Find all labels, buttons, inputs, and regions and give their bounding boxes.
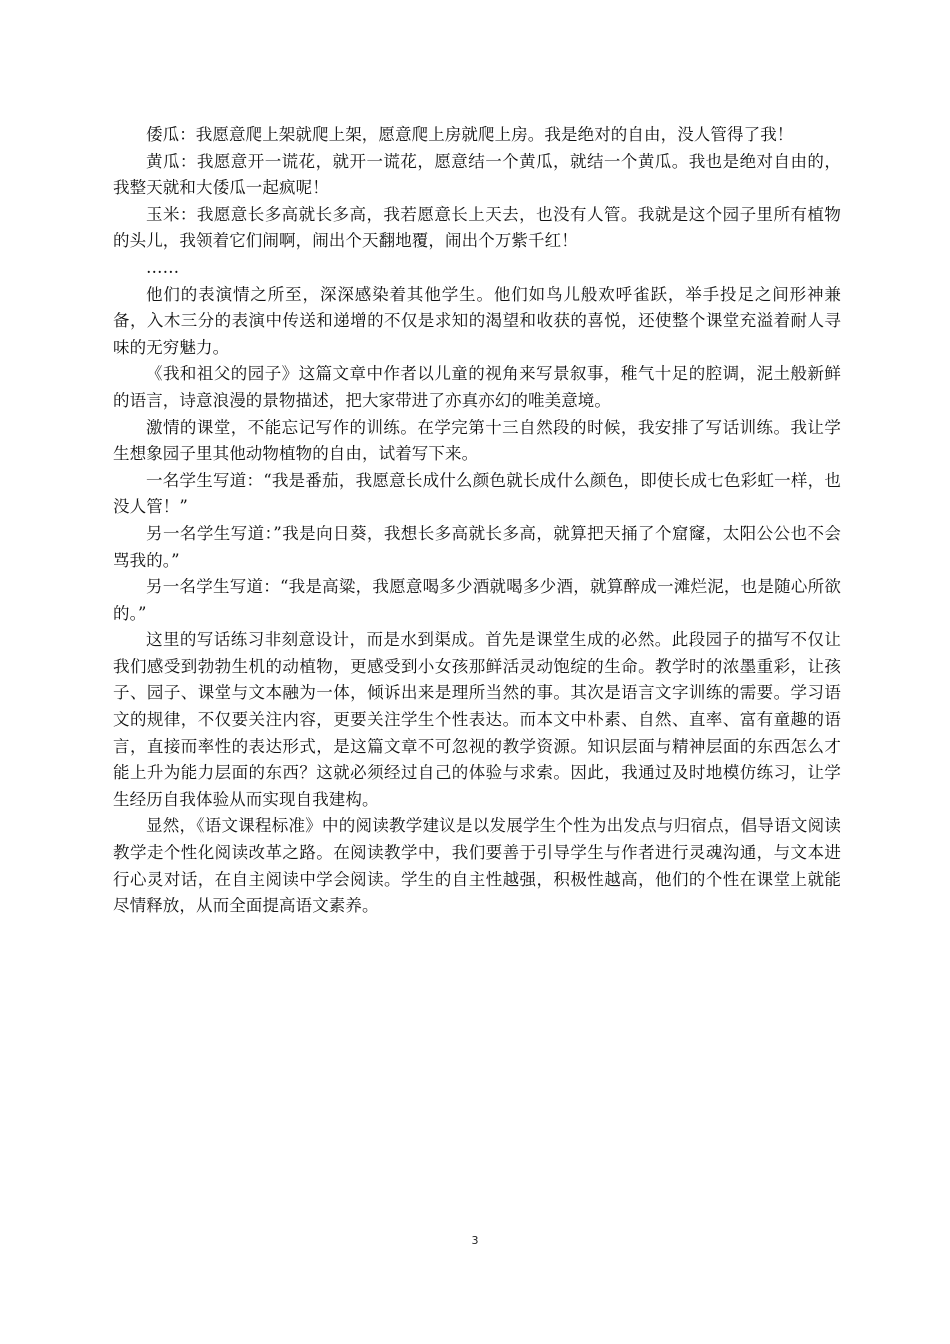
paragraph-performance: 他们的表演情之所至，深深感染着其他学生。他们如鸟儿般欢呼雀跃，举手投足之间形神兼备，入木三分的表演中传送和递增的不仅是求知的渴望和收获的喜悦，还使整个课堂充溢着耐人寻味的无穷魅力。 — [113, 284, 841, 357]
page-number: 3 — [471, 1234, 479, 1247]
paragraph-ellipsis: …… — [146, 257, 180, 277]
paragraph-yumi: 玉米：我愿意长多高就长多高，我若愿意长上天去，也没有人管。我就是这个园子里所有植物的头儿，我领着它们闹啊，闹出个天翻地覆，闹出个万紫千红！ — [113, 204, 841, 251]
paragraph-student-sunflower: 另一名学生写道：”我是向日葵，我想长多高就长多高，就算把天捅了个窟窿，太阳公公也不会骂我的。” — [113, 523, 841, 570]
document-body — [113, 122, 841, 920]
paragraph-article-view: 《我和祖父的园子》这篇文章中作者以儿童的视角来写景叙事，稚气十足的腔调，泥土般新鲜的语言，诗意浪漫的景物描述，把大家带进了亦真亦幻的唯美意境。 — [113, 364, 841, 410]
paragraph-student-sorghum: 另一名学生写道：“我是高粱，我愿意喝多少酒就喝多少酒，就算醉成一滩烂泥，也是随心所欲的。” — [113, 577, 841, 623]
paragraph-student-tomato: 一名学生写道：“我是番茄，我愿意长成什么颜色就长成什么颜色，即使长成七色彩虹一样，也没人管！” — [113, 470, 841, 517]
paragraph-writing-training: 激情的课堂，不能忘记写作的训练。在学完第十三自然段的时候，我安排了写话训练。我让学生想象园子里其他动物植物的自由，试着写下来。 — [113, 417, 841, 464]
paragraph-huanggua: 黄瓜：我愿意开一谎花，就开一谎花，愿意结一个黄瓜，就结一个黄瓜。我也是绝对自由的，我整天就和大倭瓜一起疯呢！ — [113, 151, 841, 198]
paragraph-analysis: 这里的写话练习非刻意设计，而是水到渠成。首先是课堂生成的必然。此段园子的描写不仅让我们感受到勃勃生机的动植物，更感受到小女孩那鲜活灵动饱绽的生命。教学时的浓墨重彩，让孩子、园子、课堂与文本融为一体，倾诉出来是理所当然的事。其次是语言文字训练的需要。学习语文的规律，不仅要关注内容，更要关注学生个性表达。而本文中朴素、自然、直率、富有童趣的语言，直接而率性的表达形式，是这篇文章不可忽视的教学资源。知识层面与精神层面的东西怎么才能上升为能力层面的东西？这就必须经过自己的体验与求索。因此，我通过及时地模仿练习，让学生经历自我体验从而实现自我建构。 — [113, 630, 841, 809]
paragraph-conclusion: 显然，《语文课程标准》中的阅读教学建议是以发展学生个性为出发点与归宿点，倡导语文阅读教学走个性化阅读改革之路。在阅读教学中，我们要善于引导学生与作者进行灵魂沟通，与文本进行心灵对话，在自主阅读中学会阅读。学生的自主性越强，积极性越高，他们的个性在课堂上就能尽情释放，从而全面提高语文素养。 — [113, 816, 841, 916]
paragraph-wogua: 倭瓜：我愿意爬上架就爬上架，愿意爬上房就爬上房。我是绝对的自由，没人管得了我！ — [146, 125, 794, 144]
